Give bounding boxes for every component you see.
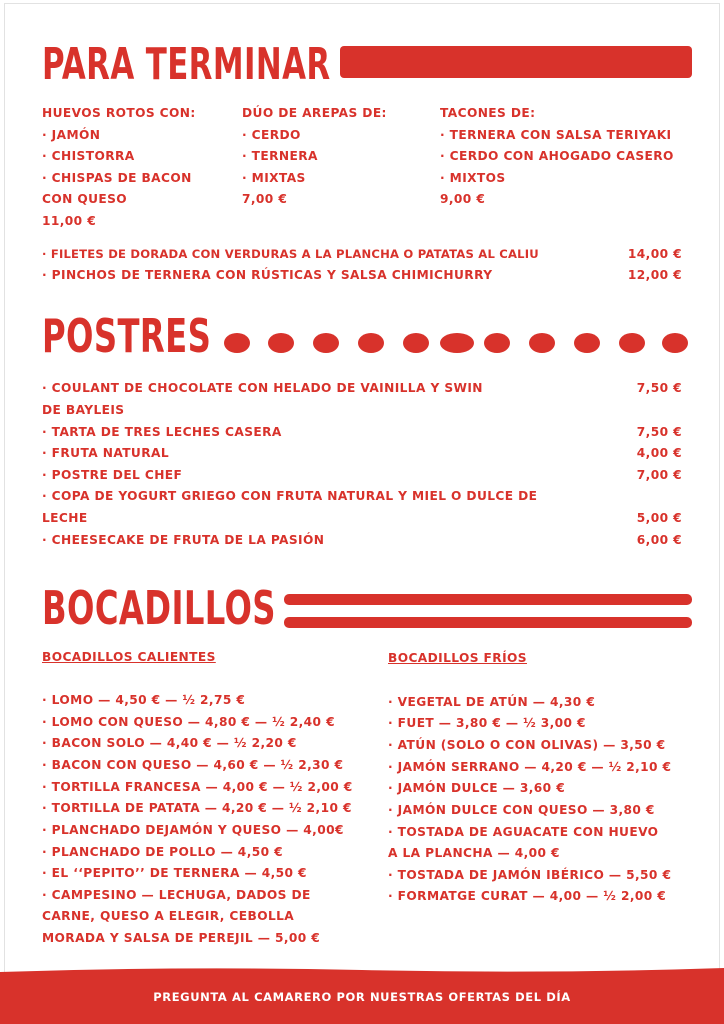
sandwich-item: · CAMPESINO — LECHUGA, DADOS DE (42, 888, 311, 902)
sandwich-item: · TOSTADA DE JAMÓN IBÉRICO — 5,50 € (388, 868, 672, 882)
combo-option: · TERNERA CON SALSA TERIYAKI (440, 128, 672, 142)
sandwich-item: · FUET — 3,80 € — ½ 3,00 € (388, 716, 586, 730)
decorative-dot (440, 333, 474, 353)
combo-option: · TERNERA (242, 149, 318, 163)
menu-item-price: 14,00 € (627, 247, 682, 261)
dessert-item-name: · COULANT DE CHOCOLATE CON HELADO DE VAINILLA Y SWIN (42, 381, 483, 395)
section-title-para-terminar: PARA TERMINAR (42, 39, 331, 90)
combo-price: 9,00 € (440, 192, 486, 206)
sandwich-item: · PLANCHADO DE POLLO — 4,50 € (42, 845, 284, 859)
dessert-item-name-cont: LECHE (42, 511, 88, 525)
dessert-item-price: 7,50 € (636, 381, 682, 395)
sandwich-item: · PLANCHADO DEJAMÓN Y QUESO — 4,00€ (42, 823, 344, 837)
sandwich-item: · TORTILLA DE PATATA — 4,20 € — ½ 2,10 € (42, 801, 352, 815)
decorative-dot (529, 333, 555, 353)
sandwich-item-cont: MORADA Y SALSA DE PEREJIL — 5,00 € (42, 931, 321, 945)
combo-option: · MIXTOS (440, 171, 506, 185)
sandwich-item: · TOSTADA DE AGUACATE CON HUEVO (388, 825, 659, 839)
menu-item-price: 12,00 € (627, 268, 682, 282)
combo-title: DÚO DE AREPAS DE: (242, 106, 387, 120)
combo-option: CON QUESO (42, 192, 128, 206)
dessert-item-name: · CHEESECAKE DE FRUTA DE LA PASIÓN (42, 533, 325, 547)
decorative-dot (662, 333, 688, 353)
dessert-item-price: 6,00 € (636, 533, 682, 547)
decorative-dot (619, 333, 645, 353)
sandwich-item: · FORMATGE CURAT — 4,00 — ½ 2,00 € (388, 889, 667, 903)
subsection-title-frios: BOCADILLOS FRÍOS (388, 651, 527, 665)
dessert-item-price: 7,00 € (636, 468, 682, 482)
dessert-item-price: 7,50 € (636, 425, 682, 439)
sandwich-item: · JAMÓN SERRANO — 4,20 € — ½ 2,10 € (388, 760, 672, 774)
section-title-postres: POSTRES (42, 309, 212, 363)
section-title-bocadillos: BOCADILLOS (42, 581, 276, 635)
combo-price: 7,00 € (242, 192, 288, 206)
combo-option: · MIXTAS (242, 171, 306, 185)
footer-promo-text: PREGUNTA AL CAMARERO POR NUESTRAS OFERTAS DEL DÍA (153, 990, 571, 1004)
combo-option: · CERDO (242, 128, 301, 142)
decorative-dot (358, 333, 384, 353)
sandwich-item: · TORTILLA FRANCESA — 4,00 € — ½ 2,00 € (42, 780, 353, 794)
combo-price: 11,00 € (42, 214, 97, 228)
sandwich-item: · EL ‘‘PEPITO’’ DE TERNERA — 4,50 € (42, 866, 307, 880)
decorative-dot (403, 333, 429, 353)
dessert-item-name: · FRUTA NATURAL (42, 446, 169, 460)
dessert-item-name-cont: DE BAYLEIS (42, 403, 125, 417)
decorative-dot (574, 333, 600, 353)
sandwich-item: · JAMÓN DULCE — 3,60 € (388, 781, 566, 795)
decorative-bar (340, 46, 692, 78)
combo-option: · CHISPAS DE BACON (42, 171, 192, 185)
dessert-item-name: · COPA DE YOGURT GRIEGO CON FRUTA NATURAL Y MIEL O DULCE DE (42, 489, 538, 503)
dessert-item-name: · TARTA DE TRES LECHES CASERA (42, 425, 282, 439)
combo-option: · JAMÓN (42, 128, 101, 142)
decorative-stripe (284, 617, 692, 628)
sandwich-item: · LOMO CON QUESO — 4,80 € — ½ 2,40 € (42, 715, 335, 729)
dessert-item-price: 4,00 € (636, 446, 682, 460)
sandwich-item: · VEGETAL DE ATÚN — 4,30 € (388, 695, 596, 709)
combo-title: TACONES DE: (440, 106, 536, 120)
combo-option: · CHISTORRA (42, 149, 135, 163)
dessert-item-name: · POSTRE DEL CHEF (42, 468, 183, 482)
decorative-dot (484, 333, 510, 353)
sandwich-item-cont: CARNE, QUESO A ELEGIR, CEBOLLA (42, 909, 295, 923)
decorative-dot (313, 333, 339, 353)
sandwich-item: · ATÚN (SOLO O CON OLIVAS) — 3,50 € (388, 738, 666, 752)
dessert-item-price: 5,00 € (636, 511, 682, 525)
menu-item-name: · FILETES DE DORADA CON VERDURAS A LA PLANCHA O PATATAS AL CALIU (42, 247, 539, 261)
sandwich-item-cont: A LA PLANCHA — 4,00 € (388, 846, 560, 860)
decorative-dot (224, 333, 250, 353)
sandwich-item: · LOMO — 4,50 € — ½ 2,75 € (42, 693, 246, 707)
decorative-stripe (284, 594, 692, 605)
combo-title: HUEVOS ROTOS CON: (42, 106, 196, 120)
sandwich-item: · BACON SOLO — 4,40 € — ½ 2,20 € (42, 736, 297, 750)
subsection-title-calientes: BOCADILLOS CALIENTES (42, 650, 216, 664)
sandwich-item: · JAMÓN DULCE CON QUESO — 3,80 € (388, 803, 655, 817)
sandwich-item: · BACON CON QUESO — 4,60 € — ½ 2,30 € (42, 758, 344, 772)
menu-item-name: · PINCHOS DE TERNERA CON RÚSTICAS Y SALSA CHIMICHURRY (42, 268, 493, 282)
combo-option: · CERDO CON AHOGADO CASERO (440, 149, 674, 163)
decorative-dot (268, 333, 294, 353)
